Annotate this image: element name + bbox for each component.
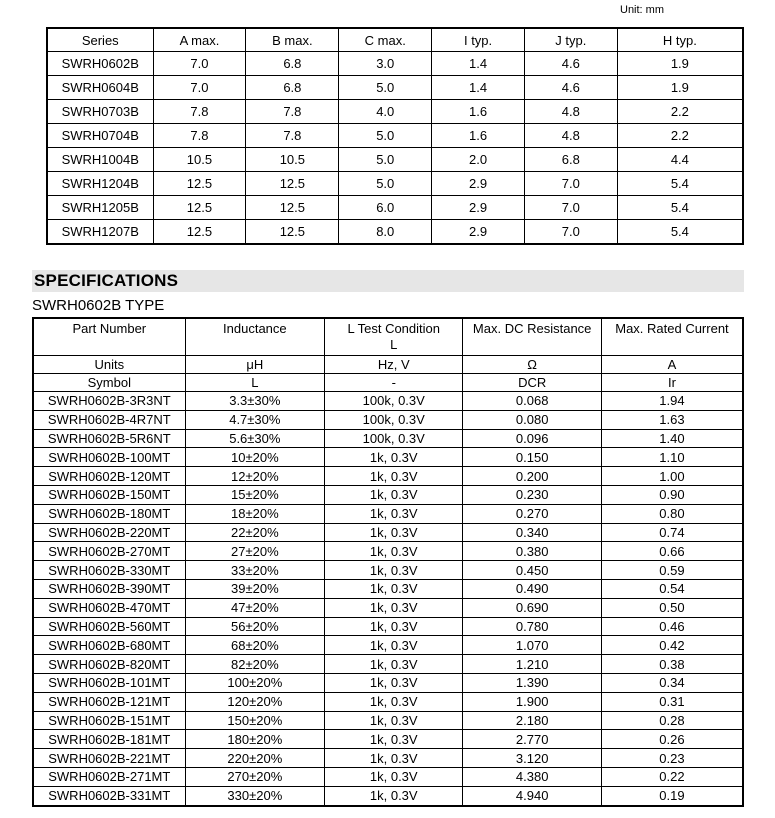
units-inductance: μH bbox=[185, 356, 324, 374]
test-condition-cell: 1k, 0.3V bbox=[325, 673, 463, 692]
inductance-cell: 68±20% bbox=[185, 636, 324, 655]
rated-current-cell: 0.19 bbox=[601, 786, 743, 805]
b-max-cell: 12.5 bbox=[246, 220, 339, 245]
i-typ-cell: 2.9 bbox=[432, 220, 525, 245]
j-typ-cell: 4.8 bbox=[524, 100, 617, 124]
inductance-cell: 18±20% bbox=[185, 504, 324, 523]
symbol-resistance: DCR bbox=[463, 374, 602, 392]
dc-resistance-cell: 0.450 bbox=[463, 561, 602, 580]
test-condition-cell: 1k, 0.3V bbox=[325, 692, 463, 711]
a-max-cell: 12.5 bbox=[153, 172, 246, 196]
test-condition-cell: 1k, 0.3V bbox=[325, 542, 463, 561]
test-condition-cell: 1k, 0.3V bbox=[325, 655, 463, 674]
spec-row bbox=[33, 617, 743, 636]
dimension-table-body bbox=[47, 52, 743, 245]
b-max-cell: 7.8 bbox=[246, 124, 339, 148]
inductance-cell: 27±20% bbox=[185, 542, 324, 561]
test-condition-cell: 1k, 0.3V bbox=[325, 485, 463, 504]
series-cell: SWRH1205B bbox=[47, 196, 153, 220]
series-cell: SWRH0703B bbox=[47, 100, 153, 124]
h-typ-cell: 5.4 bbox=[617, 172, 743, 196]
c-max-cell: 5.0 bbox=[339, 172, 432, 196]
dc-resistance-cell: 1.070 bbox=[463, 636, 602, 655]
test-condition-cell: 1k, 0.3V bbox=[325, 617, 463, 636]
part-number-cell: SWRH0602B-3R3NT bbox=[33, 392, 185, 411]
dimension-row bbox=[47, 172, 743, 196]
units-current: A bbox=[601, 356, 743, 374]
part-number-cell: SWRH0602B-220MT bbox=[33, 523, 185, 542]
part-number-cell: SWRH0602B-5R6NT bbox=[33, 429, 185, 448]
dim-header-c-max: C max. bbox=[339, 28, 432, 52]
inductance-cell: 82±20% bbox=[185, 655, 324, 674]
dc-resistance-cell: 0.690 bbox=[463, 598, 602, 617]
a-max-cell: 7.0 bbox=[153, 52, 246, 76]
dc-resistance-cell: 3.120 bbox=[463, 749, 602, 768]
i-typ-cell: 2.0 bbox=[432, 148, 525, 172]
c-max-cell: 5.0 bbox=[339, 148, 432, 172]
inductance-cell: 15±20% bbox=[185, 485, 324, 504]
spec-row bbox=[33, 636, 743, 655]
b-max-cell: 12.5 bbox=[246, 196, 339, 220]
spec-header-max-rated-current-label: Max. Rated Current bbox=[615, 321, 729, 336]
c-max-cell: 3.0 bbox=[339, 52, 432, 76]
dc-resistance-cell: 4.940 bbox=[463, 786, 602, 805]
inductance-cell: 47±20% bbox=[185, 598, 324, 617]
test-condition-cell: 1k, 0.3V bbox=[325, 711, 463, 730]
spec-header-part-number bbox=[33, 318, 185, 356]
dim-header-b-max: B max. bbox=[246, 28, 339, 52]
rated-current-cell: 1.40 bbox=[601, 429, 743, 448]
spec-header-max-rated-current bbox=[601, 318, 743, 356]
i-typ-cell: 1.6 bbox=[432, 124, 525, 148]
spec-symbol-row bbox=[33, 374, 743, 392]
a-max-cell: 12.5 bbox=[153, 220, 246, 245]
dimension-row bbox=[47, 52, 743, 76]
dim-header-a-max: A max. bbox=[153, 28, 246, 52]
dc-resistance-cell: 1.390 bbox=[463, 673, 602, 692]
test-condition-cell: 1k, 0.3V bbox=[325, 636, 463, 655]
test-condition-cell: 1k, 0.3V bbox=[325, 749, 463, 768]
c-max-cell: 6.0 bbox=[339, 196, 432, 220]
rated-current-cell: 0.46 bbox=[601, 617, 743, 636]
a-max-cell: 10.5 bbox=[153, 148, 246, 172]
dim-header-h-typ: H typ. bbox=[617, 28, 743, 52]
part-number-cell: SWRH0602B-820MT bbox=[33, 655, 185, 674]
j-typ-cell: 4.8 bbox=[524, 124, 617, 148]
dimension-table bbox=[46, 27, 744, 245]
specifications-table bbox=[32, 317, 744, 807]
specifications-table-body bbox=[33, 392, 743, 806]
test-condition-cell: 1k, 0.3V bbox=[325, 523, 463, 542]
test-condition-cell: 100k, 0.3V bbox=[325, 410, 463, 429]
spec-header-l-test-condition-sub: L bbox=[390, 337, 398, 352]
dc-resistance-cell: 0.780 bbox=[463, 617, 602, 636]
spec-row bbox=[33, 542, 743, 561]
series-cell: SWRH1207B bbox=[47, 220, 153, 245]
dc-resistance-cell: 0.270 bbox=[463, 504, 602, 523]
test-condition-cell: 1k, 0.3V bbox=[325, 786, 463, 805]
spec-row bbox=[33, 692, 743, 711]
inductance-cell: 270±20% bbox=[185, 767, 324, 786]
spec-header-inductance bbox=[185, 318, 324, 356]
part-number-cell: SWRH0602B-470MT bbox=[33, 598, 185, 617]
rated-current-cell: 0.66 bbox=[601, 542, 743, 561]
h-typ-cell: 2.2 bbox=[617, 124, 743, 148]
inductance-cell: 22±20% bbox=[185, 523, 324, 542]
test-condition-cell: 100k, 0.3V bbox=[325, 429, 463, 448]
specifications-banner bbox=[32, 270, 744, 292]
part-number-cell: SWRH0602B-680MT bbox=[33, 636, 185, 655]
inductance-cell: 33±20% bbox=[185, 561, 324, 580]
dimension-row bbox=[47, 196, 743, 220]
h-typ-cell: 4.4 bbox=[617, 148, 743, 172]
series-cell: SWRH0602B bbox=[47, 52, 153, 76]
j-typ-cell: 7.0 bbox=[524, 220, 617, 245]
j-typ-cell: 7.0 bbox=[524, 172, 617, 196]
h-typ-cell: 2.2 bbox=[617, 100, 743, 124]
rated-current-cell: 0.38 bbox=[601, 655, 743, 674]
dc-resistance-cell: 0.096 bbox=[463, 429, 602, 448]
part-number-cell: SWRH0602B-150MT bbox=[33, 485, 185, 504]
h-typ-cell: 1.9 bbox=[617, 52, 743, 76]
spec-row bbox=[33, 392, 743, 411]
dimension-row bbox=[47, 76, 743, 100]
rated-current-cell: 1.00 bbox=[601, 467, 743, 486]
spec-header-l-test-condition bbox=[325, 318, 463, 356]
a-max-cell: 7.8 bbox=[153, 100, 246, 124]
spec-row bbox=[33, 598, 743, 617]
spec-row bbox=[33, 448, 743, 467]
i-typ-cell: 2.9 bbox=[432, 172, 525, 196]
part-number-cell: SWRH0602B-271MT bbox=[33, 767, 185, 786]
dc-resistance-cell: 2.770 bbox=[463, 730, 602, 749]
i-typ-cell: 1.4 bbox=[432, 52, 525, 76]
dimension-row bbox=[47, 100, 743, 124]
inductance-cell: 120±20% bbox=[185, 692, 324, 711]
a-max-cell: 7.0 bbox=[153, 76, 246, 100]
part-number-cell: SWRH0602B-100MT bbox=[33, 448, 185, 467]
dimension-row bbox=[47, 124, 743, 148]
spec-header-max-dc-resistance bbox=[463, 318, 602, 356]
dimension-header-row bbox=[47, 28, 743, 52]
h-typ-cell: 5.4 bbox=[617, 196, 743, 220]
dc-resistance-cell: 0.490 bbox=[463, 579, 602, 598]
c-max-cell: 8.0 bbox=[339, 220, 432, 245]
part-number-cell: SWRH0602B-101MT bbox=[33, 673, 185, 692]
test-condition-cell: 1k, 0.3V bbox=[325, 730, 463, 749]
test-condition-cell: 1k, 0.3V bbox=[325, 504, 463, 523]
b-max-cell: 6.8 bbox=[246, 76, 339, 100]
rated-current-cell: 0.54 bbox=[601, 579, 743, 598]
inductance-cell: 56±20% bbox=[185, 617, 324, 636]
dim-header-series: Series bbox=[47, 28, 153, 52]
spec-header-inductance-label: Inductance bbox=[223, 321, 287, 336]
inductance-cell: 100±20% bbox=[185, 673, 324, 692]
part-number-cell: SWRH0602B-330MT bbox=[33, 561, 185, 580]
dimension-row bbox=[47, 148, 743, 172]
b-max-cell: 6.8 bbox=[246, 52, 339, 76]
symbol-current: Ir bbox=[601, 374, 743, 392]
b-max-cell: 10.5 bbox=[246, 148, 339, 172]
spec-header-part-number-label: Part Number bbox=[72, 321, 147, 336]
dc-resistance-cell: 1.900 bbox=[463, 692, 602, 711]
rated-current-cell: 0.50 bbox=[601, 598, 743, 617]
rated-current-cell: 0.28 bbox=[601, 711, 743, 730]
symbol-test-condition: - bbox=[325, 374, 463, 392]
inductance-cell: 3.3±30% bbox=[185, 392, 324, 411]
test-condition-cell: 1k, 0.3V bbox=[325, 448, 463, 467]
dc-resistance-cell: 0.340 bbox=[463, 523, 602, 542]
rated-current-cell: 1.63 bbox=[601, 410, 743, 429]
part-number-cell: SWRH0602B-180MT bbox=[33, 504, 185, 523]
spec-row bbox=[33, 673, 743, 692]
j-typ-cell: 6.8 bbox=[524, 148, 617, 172]
h-typ-cell: 5.4 bbox=[617, 220, 743, 245]
j-typ-cell: 7.0 bbox=[524, 196, 617, 220]
spec-row bbox=[33, 655, 743, 674]
b-max-cell: 12.5 bbox=[246, 172, 339, 196]
inductance-cell: 39±20% bbox=[185, 579, 324, 598]
test-condition-cell: 1k, 0.3V bbox=[325, 579, 463, 598]
rated-current-cell: 1.10 bbox=[601, 448, 743, 467]
dimension-row bbox=[47, 220, 743, 245]
dim-header-j-typ: J typ. bbox=[524, 28, 617, 52]
spec-row bbox=[33, 749, 743, 768]
part-number-cell: SWRH0602B-270MT bbox=[33, 542, 185, 561]
part-number-cell: SWRH0602B-390MT bbox=[33, 579, 185, 598]
part-number-cell: SWRH0602B-121MT bbox=[33, 692, 185, 711]
spec-row bbox=[33, 429, 743, 448]
rated-current-cell: 0.26 bbox=[601, 730, 743, 749]
rated-current-cell: 0.23 bbox=[601, 749, 743, 768]
spec-row bbox=[33, 467, 743, 486]
spec-row bbox=[33, 579, 743, 598]
spec-header-max-dc-resistance-label: Max. DC Resistance bbox=[472, 321, 592, 336]
inductance-cell: 330±20% bbox=[185, 786, 324, 805]
series-cell: SWRH0704B bbox=[47, 124, 153, 148]
rated-current-cell: 0.90 bbox=[601, 485, 743, 504]
spec-row bbox=[33, 730, 743, 749]
dc-resistance-cell: 2.180 bbox=[463, 711, 602, 730]
part-number-cell: SWRH0602B-4R7NT bbox=[33, 410, 185, 429]
dc-resistance-cell: 0.068 bbox=[463, 392, 602, 411]
rated-current-cell: 0.34 bbox=[601, 673, 743, 692]
inductance-cell: 220±20% bbox=[185, 749, 324, 768]
i-typ-cell: 2.9 bbox=[432, 196, 525, 220]
inductance-cell: 180±20% bbox=[185, 730, 324, 749]
spec-row bbox=[33, 523, 743, 542]
test-condition-cell: 100k, 0.3V bbox=[325, 392, 463, 411]
units-test-condition: Hz, V bbox=[325, 356, 463, 374]
series-cell: SWRH1204B bbox=[47, 172, 153, 196]
dc-resistance-cell: 0.150 bbox=[463, 448, 602, 467]
rated-current-cell: 1.94 bbox=[601, 392, 743, 411]
rated-current-cell: 0.22 bbox=[601, 767, 743, 786]
a-max-cell: 12.5 bbox=[153, 196, 246, 220]
spec-row bbox=[33, 485, 743, 504]
inductance-cell: 150±20% bbox=[185, 711, 324, 730]
test-condition-cell: 1k, 0.3V bbox=[325, 561, 463, 580]
c-max-cell: 5.0 bbox=[339, 124, 432, 148]
spec-units-row bbox=[33, 356, 743, 374]
inductance-cell: 4.7±30% bbox=[185, 410, 324, 429]
inductance-cell: 12±20% bbox=[185, 467, 324, 486]
specifications-title: SPECIFICATIONS bbox=[34, 271, 179, 290]
part-number-cell: SWRH0602B-151MT bbox=[33, 711, 185, 730]
spec-header-row bbox=[33, 318, 743, 356]
rated-current-cell: 0.31 bbox=[601, 692, 743, 711]
h-typ-cell: 1.9 bbox=[617, 76, 743, 100]
inductance-cell: 5.6±30% bbox=[185, 429, 324, 448]
b-max-cell: 7.8 bbox=[246, 100, 339, 124]
spec-header-l-test-condition-label: L Test Condition bbox=[347, 321, 440, 336]
spec-row bbox=[33, 767, 743, 786]
dc-resistance-cell: 0.200 bbox=[463, 467, 602, 486]
part-number-cell: SWRH0602B-181MT bbox=[33, 730, 185, 749]
rated-current-cell: 0.80 bbox=[601, 504, 743, 523]
spec-row bbox=[33, 786, 743, 805]
spec-row bbox=[33, 711, 743, 730]
rated-current-cell: 0.74 bbox=[601, 523, 743, 542]
part-number-cell: SWRH0602B-120MT bbox=[33, 467, 185, 486]
a-max-cell: 7.8 bbox=[153, 124, 246, 148]
c-max-cell: 5.0 bbox=[339, 76, 432, 100]
type-title: SWRH0602B TYPE bbox=[32, 297, 165, 314]
c-max-cell: 4.0 bbox=[339, 100, 432, 124]
test-condition-cell: 1k, 0.3V bbox=[325, 467, 463, 486]
dc-resistance-cell: 4.380 bbox=[463, 767, 602, 786]
rated-current-cell: 0.42 bbox=[601, 636, 743, 655]
dc-resistance-cell: 0.080 bbox=[463, 410, 602, 429]
spec-row bbox=[33, 410, 743, 429]
part-number-cell: SWRH0602B-221MT bbox=[33, 749, 185, 768]
dim-header-i-typ: I typ. bbox=[432, 28, 525, 52]
symbol-label: Symbol bbox=[33, 374, 185, 392]
unit-note: Unit: mm bbox=[620, 4, 664, 16]
i-typ-cell: 1.4 bbox=[432, 76, 525, 100]
spec-row bbox=[33, 504, 743, 523]
part-number-cell: SWRH0602B-331MT bbox=[33, 786, 185, 805]
part-number-cell: SWRH0602B-560MT bbox=[33, 617, 185, 636]
units-label: Units bbox=[33, 356, 185, 374]
inductance-cell: 10±20% bbox=[185, 448, 324, 467]
series-cell: SWRH1004B bbox=[47, 148, 153, 172]
test-condition-cell: 1k, 0.3V bbox=[325, 598, 463, 617]
test-condition-cell: 1k, 0.3V bbox=[325, 767, 463, 786]
symbol-inductance: L bbox=[185, 374, 324, 392]
series-cell: SWRH0604B bbox=[47, 76, 153, 100]
j-typ-cell: 4.6 bbox=[524, 76, 617, 100]
dc-resistance-cell: 0.230 bbox=[463, 485, 602, 504]
spec-row bbox=[33, 561, 743, 580]
units-resistance: Ω bbox=[463, 356, 602, 374]
rated-current-cell: 0.59 bbox=[601, 561, 743, 580]
dc-resistance-cell: 0.380 bbox=[463, 542, 602, 561]
j-typ-cell: 4.6 bbox=[524, 52, 617, 76]
i-typ-cell: 1.6 bbox=[432, 100, 525, 124]
dc-resistance-cell: 1.210 bbox=[463, 655, 602, 674]
